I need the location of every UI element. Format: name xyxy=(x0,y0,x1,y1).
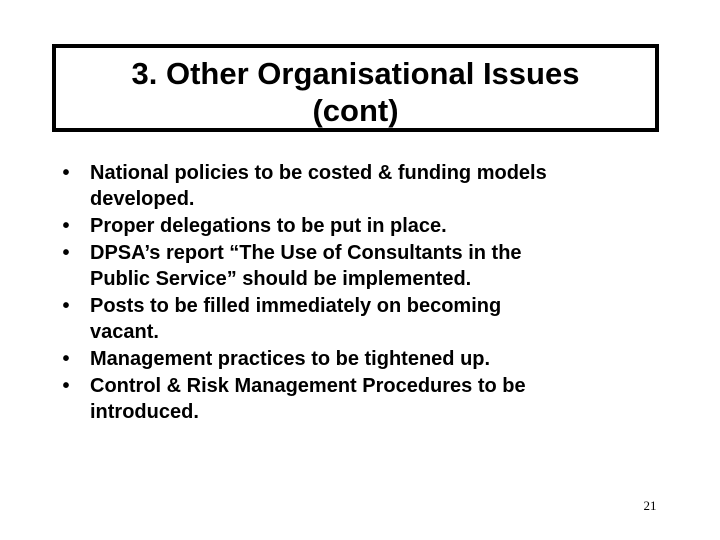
bullet-item xyxy=(56,293,676,345)
page-number: 21 xyxy=(643,498,657,513)
slide-title-line-1: 3. Other Organisational Issues xyxy=(131,56,580,91)
bullet-text-line: Public Service” should be implemented. xyxy=(90,268,472,290)
bullet-icon: • xyxy=(62,162,70,184)
slide-title-line-2: (cont) xyxy=(312,93,399,128)
bullet-text-line: Posts to be filled immediately on becoming xyxy=(90,295,502,317)
bullet-text-line: vacant. xyxy=(90,321,159,343)
bullet-text-line: developed. xyxy=(90,188,195,210)
bullet-list xyxy=(56,160,676,426)
bullet-text-line: Control & Risk Management Procedures to be xyxy=(90,375,526,397)
bullet-icon: • xyxy=(62,295,70,317)
bullet-item xyxy=(56,240,676,292)
bullet-text-line: National policies to be costed & funding models xyxy=(90,162,547,184)
title-box xyxy=(52,44,659,132)
bullet-item xyxy=(56,160,676,212)
bullet-icon: • xyxy=(62,348,70,370)
bullet-icon: • xyxy=(62,242,70,264)
bullet-text-line: Proper delegations to be put in place. xyxy=(90,215,447,237)
bullet-item xyxy=(56,346,676,372)
bullet-item xyxy=(56,373,676,425)
bullet-icon: • xyxy=(62,215,70,237)
bullet-item xyxy=(56,213,676,239)
bullet-icon: • xyxy=(62,375,70,397)
bullet-text-line: Management practices to be tightened up. xyxy=(90,348,491,370)
bullet-text-line: DPSA’s report “The Use of Consultants in the xyxy=(90,242,522,264)
bullet-text-line: introduced. xyxy=(90,401,199,423)
